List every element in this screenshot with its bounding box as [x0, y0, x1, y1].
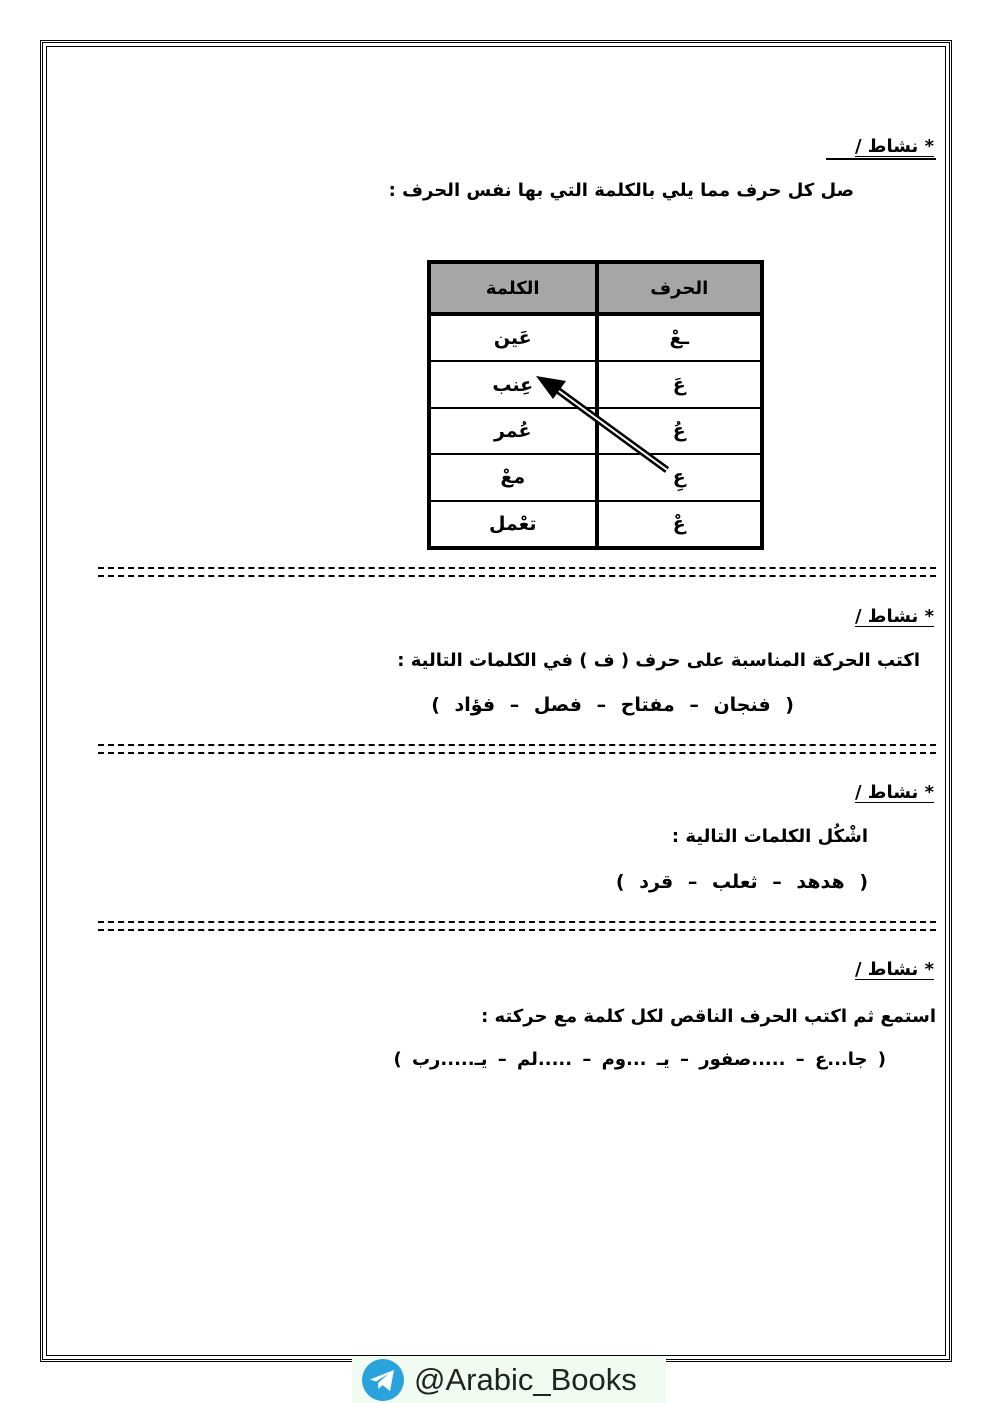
table-row	[430, 501, 761, 547]
letter-cell: ـعْ	[596, 315, 762, 361]
activity2-words: ( فنجان – مفتاح – فصل – فؤاد )	[431, 694, 794, 716]
word-cell: عُمر	[430, 408, 596, 454]
heading-underline	[826, 158, 936, 160]
watermark-text: @Arabic_Books	[414, 1361, 637, 1397]
letter-cell: عَ	[596, 361, 762, 407]
activity3-heading: * نشاط /	[854, 782, 934, 803]
activity1-instruction: صل كل حرف مما يلي بالكلمة التي بها نفس الحرف :	[388, 180, 854, 201]
activity3-instruction: اشْكُل الكلمات التالية :	[671, 826, 868, 847]
matching-table	[427, 260, 764, 550]
activity2-instruction: اكتب الحركة المناسبة على حرف ( ف ) في الكلمات التالية :	[397, 650, 920, 671]
section-divider	[98, 744, 936, 754]
letter-cell: عِ	[596, 454, 762, 500]
header-letter: الحرف	[596, 263, 762, 315]
channel-watermark	[352, 1356, 666, 1403]
activity4-words: ( جا...ع – .....صفور – يـ ...وم – .....لم – يـ.....رب )	[393, 1049, 886, 1070]
activity4-instruction: استمع ثم اكتب الحرف الناقص لكل كلمة مع حركته :	[481, 1006, 936, 1027]
word-cell: معْ	[430, 454, 596, 500]
word-cell: عِنب	[430, 361, 596, 407]
section-divider	[98, 567, 936, 577]
word-cell: تعْمل	[430, 501, 596, 547]
activity3-words: ( هدهد – ثعلب – قرد )	[615, 871, 868, 893]
section-divider	[98, 921, 936, 931]
activity4-heading: * نشاط /	[854, 959, 934, 980]
table-row	[430, 454, 761, 500]
telegram-icon	[356, 1358, 410, 1402]
word-cell: عَين	[430, 315, 596, 361]
letter-cell: عْ	[596, 501, 762, 547]
letter-cell: عُ	[596, 408, 762, 454]
activity1-heading: * نشاط /	[854, 136, 934, 157]
table-row	[430, 361, 761, 407]
table-row	[430, 408, 761, 454]
activity2-heading: * نشاط /	[854, 606, 934, 627]
header-word: الكلمة	[430, 263, 596, 315]
table-row	[430, 315, 761, 361]
